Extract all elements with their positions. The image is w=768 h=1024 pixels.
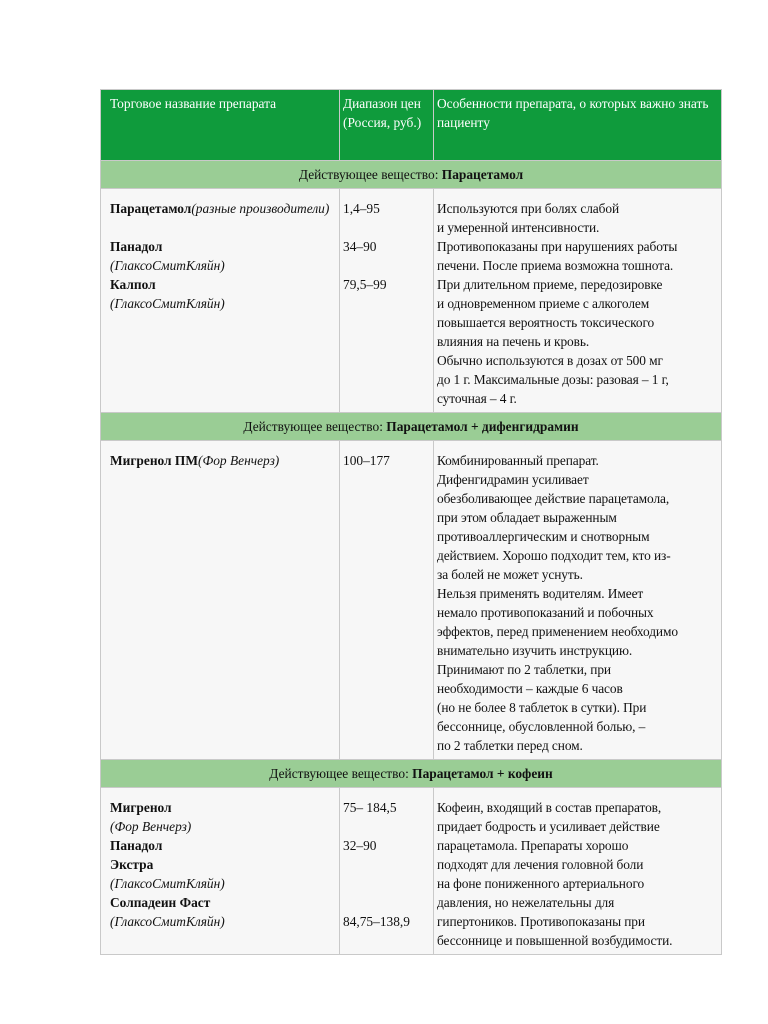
- drug-maker: (ГлаксоСмитКляйн): [110, 258, 225, 273]
- section-label: [101, 760, 722, 788]
- note-line: эффектов, перед применением необходимо: [437, 624, 678, 639]
- drug-maker: (разные производители): [191, 201, 330, 216]
- section-body-paracetamol-caffeine: [101, 788, 722, 955]
- note-line: обезболивающее действие парацетамола,: [437, 491, 670, 506]
- note-line: Противопоказаны при нарушениях работы: [437, 239, 678, 254]
- note-line: до 1 г. Максимальные дозы: разовая – 1 г,: [437, 372, 669, 387]
- note-line: противоаллергическим и снотворным: [437, 529, 650, 544]
- note-line: Нельзя применять водителям. Имеет: [437, 586, 644, 601]
- drug-price: 84,75–138,9: [343, 914, 410, 929]
- note-line: парацетамола. Препараты хорошо: [437, 838, 629, 853]
- note-line: Принимают по 2 таблетки, при: [437, 662, 611, 677]
- note-line: внимательно изучить инструкцию.: [437, 643, 633, 658]
- section-header-paracetamol: [101, 161, 722, 189]
- note-line: необходимости – каждые 6 часов: [437, 681, 623, 696]
- note-line: немало противопоказаний и побочных: [437, 605, 654, 620]
- drug-name: Мигренол: [110, 800, 172, 815]
- header-row: [101, 90, 722, 161]
- section-label: [101, 161, 722, 189]
- drug-prices-cell: [340, 788, 434, 955]
- drug-name: Панадол: [110, 239, 163, 254]
- note-line: влияния на печень и кровь.: [437, 334, 590, 349]
- section-body-paracetamol-diphenhydramine: [101, 441, 722, 760]
- drug-price: 79,5–99: [343, 277, 387, 292]
- section-header-paracetamol-caffeine: [101, 760, 722, 788]
- drug-names-cell: [101, 441, 340, 760]
- note-line: суточная – 4 г.: [437, 391, 517, 406]
- note-line: бессоннице, обусловленной болью, –: [437, 719, 646, 734]
- note-line: печени. После приема возможна тошнота.: [437, 258, 674, 273]
- note-line: за болей не может уснуть.: [437, 567, 583, 582]
- note-line: и одновременном приеме с алкоголем: [437, 296, 650, 311]
- note-line: давления, но нежелательны для: [437, 895, 615, 910]
- drug-maker: (ГлаксоСмитКляйн): [110, 296, 225, 311]
- note-line: подходят для лечения головной боли: [437, 857, 644, 872]
- drug-name: Панадол: [110, 838, 163, 853]
- note-line: Комбинированный препарат.: [437, 453, 599, 468]
- drug-name: Солпадеин Фаст: [110, 895, 211, 910]
- drug-price: 1,4–95: [343, 201, 380, 216]
- section-body-paracetamol: [101, 189, 722, 413]
- note-line: Используются при болях слабой: [437, 201, 620, 216]
- section-label-text: Действующее вещество:: [269, 766, 409, 781]
- note-line: Обычно используются в дозах от 500 мг: [437, 353, 663, 368]
- note-line: по 2 таблетки перед сном.: [437, 738, 583, 753]
- drug-price: 75– 184,5: [343, 800, 397, 815]
- drug-maker: (Фор Венчерз): [197, 453, 280, 468]
- drug-maker: (ГлаксоСмитКляйн): [110, 914, 225, 929]
- section-label-text: Действующее вещество:: [298, 167, 439, 182]
- drug-name: Мигренол ПМ: [110, 453, 198, 468]
- note-line: и умеренной интенсивности.: [437, 220, 600, 235]
- drug-names-cell: [101, 189, 340, 413]
- drug-prices-cell: [340, 441, 434, 760]
- drug-price: 100–177: [343, 453, 390, 468]
- drug-maker: (Фор Венчерз): [110, 819, 192, 834]
- note-line: При длительном приеме, передозировке: [437, 277, 663, 292]
- drug-notes-cell: [434, 788, 722, 955]
- drug-name: Калпол: [110, 277, 156, 292]
- section-label-text: Действующее вещество:: [243, 419, 383, 434]
- header-notes: Особенности препарата, о которых важно знать пациенту: [434, 90, 722, 161]
- drug-price: 34–90: [343, 239, 377, 254]
- note-line: гипертоников. Противопоказаны при: [437, 914, 645, 929]
- note-line: повышается вероятность токсического: [437, 315, 655, 330]
- drug-names-cell: [101, 788, 340, 955]
- note-line: (но не более 8 таблеток в сутки). При: [437, 700, 647, 715]
- drug-maker: (ГлаксоСмитКляйн): [110, 876, 225, 891]
- note-line: Дифенгидрамин усиливает: [437, 472, 589, 487]
- header-name: Торговое название препарата: [101, 90, 340, 161]
- drug-name: Экстра: [110, 857, 154, 872]
- note-line: бессоннице и повышенной возбудимости.: [437, 933, 673, 948]
- drug-price: 32–90: [343, 838, 377, 853]
- note-line: при этом обладает выраженным: [437, 510, 617, 525]
- drug-notes-cell: [434, 189, 722, 413]
- header-price: Диапазон цен (Россия, руб.): [340, 90, 434, 161]
- section-substance: Парацетамол: [441, 167, 524, 182]
- drug-name: Парацетамол: [110, 201, 192, 216]
- note-line: на фоне пониженного артериального: [437, 876, 645, 891]
- note-line: действием. Хорошо подходит тем, кто из-: [437, 548, 671, 563]
- note-line: придает бодрость и усиливает действие: [437, 819, 660, 834]
- drug-prices-cell: [340, 189, 434, 413]
- section-substance: Парацетамол + кофеин: [412, 766, 553, 781]
- drug-comparison-table: [100, 89, 722, 955]
- section-substance: Парацетамол + дифенгидрамин: [386, 419, 579, 434]
- section-label: [101, 413, 722, 441]
- note-line: Кофеин, входящий в состав препаратов,: [437, 800, 662, 815]
- drug-notes-cell: [434, 441, 722, 760]
- section-header-paracetamol-diphenhydramine: [101, 413, 722, 441]
